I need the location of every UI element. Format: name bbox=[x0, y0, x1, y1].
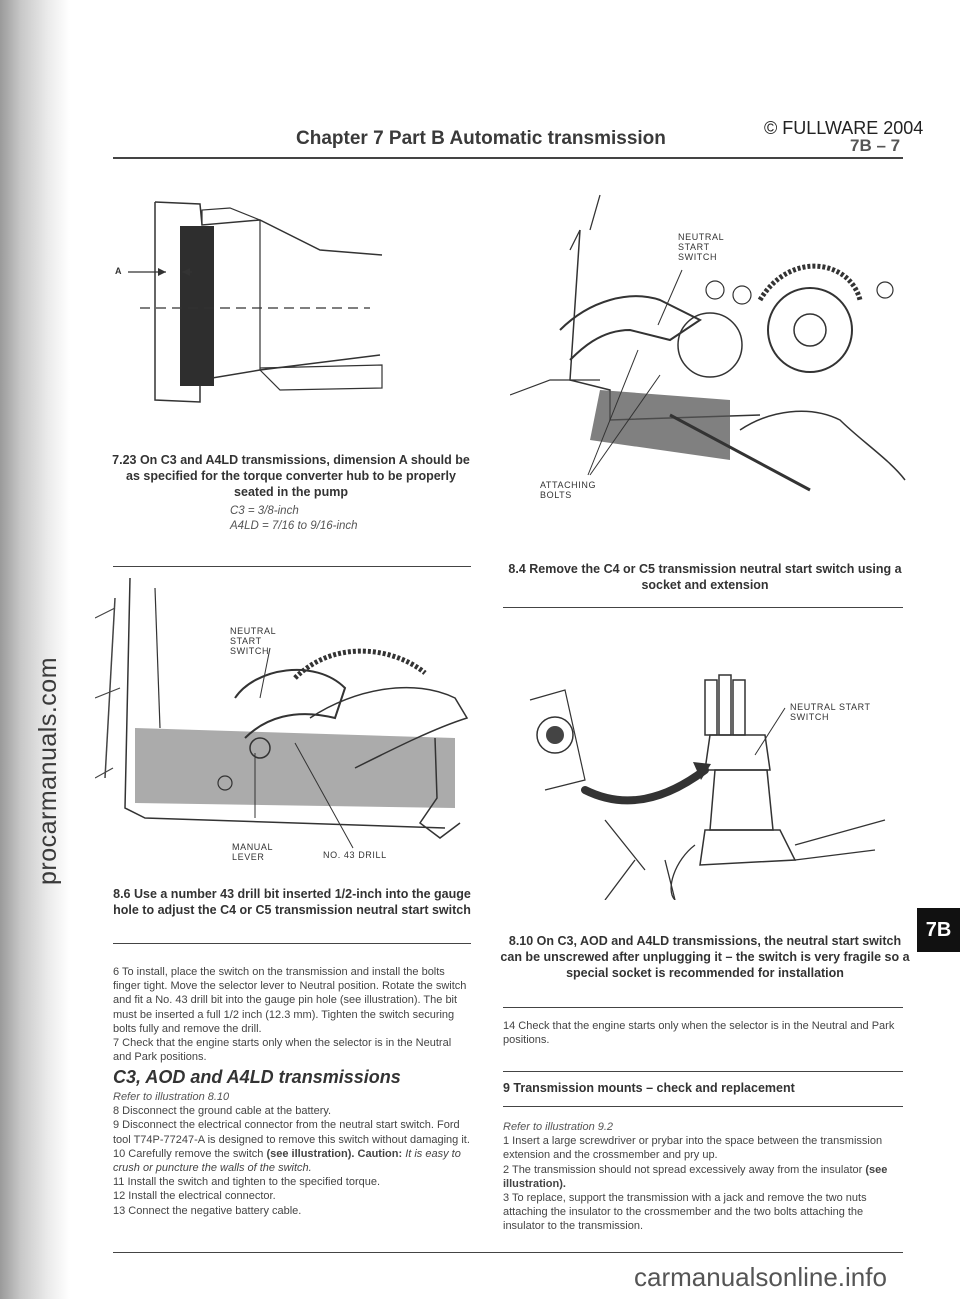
paragraph-13: 13 Connect the negative battery cable. bbox=[113, 1204, 302, 1217]
figure-rule-7-23 bbox=[113, 566, 471, 567]
paragraph-6: 6 To install, place the switch on the transmission and install the bolts finger tight. Move the selector lever to Neutral position. Rotate the switch and fit a No. 43 drill bit into the gauge pin hole (see illustration). The bit must be inserted a full 1/2 inch (12.3 mm). Tighten the switch securing bolts fully and remove the drill. bbox=[113, 966, 467, 1035]
figure-caption-8-4: 8.4 Remove the C4 or C5 transmission neutral start switch using a socket and extension bbox=[508, 562, 902, 592]
figure-rule-8-4 bbox=[503, 607, 903, 608]
neutral-start-switch-label: NEUTRAL START SWITCH bbox=[678, 232, 724, 262]
drill-gauge-illustration bbox=[95, 578, 470, 868]
binding-shadow bbox=[0, 0, 70, 1299]
figure-rule-8-6 bbox=[113, 943, 471, 944]
attaching-bolts-label: ATTACHING BOLTS bbox=[540, 480, 597, 500]
paragraph-10-caution: (see illustration). Caution: bbox=[266, 1147, 403, 1160]
mount-paragraph-2 bbox=[503, 1163, 903, 1191]
section-rule-top bbox=[503, 1071, 903, 1072]
section-rule-bottom bbox=[503, 1106, 903, 1107]
mount-paragraph-3: 3 To replace, support the transmission with a jack and remove the two nuts attaching the insulator to the crossmember and the two bolts attaching the insulator to the transmission. bbox=[503, 1192, 867, 1233]
figure-caption-8-6: 8.6 Use a number 43 drill bit inserted 1/2-inch into the gauge hole to adjust the C4 or C5 transmission neutral start switch bbox=[113, 887, 471, 917]
paragraph-12: 12 Install the electrical connector. bbox=[113, 1190, 276, 1203]
paragraph-7: 7 Check that the engine starts only when the selector is in the Neutral and Park positions. bbox=[113, 1037, 452, 1064]
side-watermark: procarmanuals.com bbox=[34, 656, 62, 885]
figure-caption-7-23: 7.23 On C3 and A4LD transmissions, dimension A should be as specified for the torque converter hub to be properly seated in the pump bbox=[112, 453, 470, 499]
refer-illustration-9-2: Refer to illustration 9.2 bbox=[503, 1121, 614, 1133]
figure-caption-8-10: 8.10 On C3, AOD and A4LD transmissions, the neutral start switch can be unscrewed after unplugging it – the switch is very fragile so a special socket is recommended for installation bbox=[500, 934, 910, 980]
torque-converter-illustration bbox=[120, 190, 390, 415]
left-column-text bbox=[113, 965, 471, 1064]
dimension-note-c3: C3 = 3/8-inch bbox=[230, 505, 299, 517]
copyright-notice: © FULLWARE 2004 bbox=[764, 118, 924, 138]
section-heading-c3-aod-a4ld: C3, AOD and A4LD transmissions bbox=[113, 1067, 401, 1087]
paragraph-10-warning: It is easy to crush or puncture the walls of the switch. bbox=[113, 1147, 461, 1175]
manual-lever-label: MANUAL LEVER bbox=[232, 842, 273, 862]
switch-unscrew-illustration bbox=[505, 660, 905, 900]
section-heading-transmission-mounts: 9 Transmission mounts – check and replacement bbox=[503, 1081, 795, 1095]
dimension-note-a4ld: A4LD = 7/16 to 9/16-inch bbox=[230, 520, 358, 532]
neutral-start-switch-label-86: NEUTRAL START SWITCH bbox=[230, 626, 276, 656]
chapter-tab-7b: 7B bbox=[917, 908, 960, 952]
paragraph-8: 8 Disconnect the ground cable at the battery. bbox=[113, 1105, 332, 1118]
dimension-a-label: A bbox=[115, 266, 123, 276]
mount-paragraph-2-ref: (see illustration). bbox=[503, 1163, 888, 1190]
paragraph-10-start: 10 Carefully remove the switch bbox=[113, 1147, 267, 1160]
neutral-start-switch-label-810: NEUTRAL START SWITCH bbox=[790, 702, 871, 722]
page-title: Chapter 7 Part B Automatic transmission bbox=[296, 128, 666, 149]
paragraph-9: 9 Disconnect the electrical connector from the neutral start switch. Ford tool T74P-77247-A is designed to remove this switch without damaging it. bbox=[113, 1119, 470, 1146]
left-column-text-2 bbox=[113, 1090, 471, 1218]
paragraph-14: 14 Check that the engine starts only when the selector is in the Neutral and Park positions. bbox=[503, 1020, 895, 1047]
paragraph-11: 11 Install the switch and tighten to the specified torque. bbox=[113, 1176, 381, 1189]
mount-paragraph-1: 1 Insert a large screwdriver or prybar into the space between the transmission extension and the crossmember and pry up. bbox=[503, 1135, 883, 1162]
footer-watermark: carmanualsonline.info bbox=[634, 1262, 887, 1292]
header-rule bbox=[113, 157, 903, 159]
page-reference: 7B – 7 bbox=[850, 136, 901, 155]
footer-rule bbox=[113, 1252, 903, 1253]
right-column-text-2 bbox=[503, 1120, 903, 1234]
drill-label: NO. 43 DRILL bbox=[323, 850, 387, 860]
figure-rule-8-10 bbox=[503, 1007, 903, 1008]
refer-illustration-8-10: Refer to illustration 8.10 bbox=[113, 1091, 230, 1103]
right-column-text bbox=[503, 1019, 903, 1047]
paragraph-10 bbox=[113, 1147, 471, 1175]
mount-paragraph-2-text: 2 The transmission should not spread excessively away from the insulator bbox=[503, 1163, 866, 1176]
